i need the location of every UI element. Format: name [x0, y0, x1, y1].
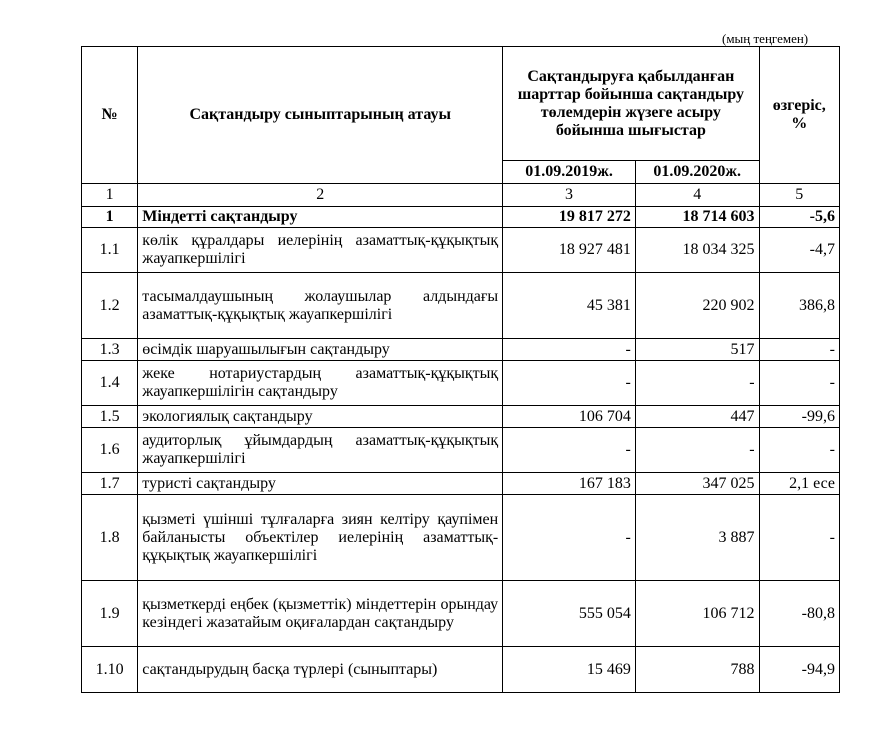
row-name: сақтандырудың басқа түрлері (сыныптары) [138, 647, 503, 693]
unit-note: (мың теңгемен) [722, 31, 809, 46]
table-row [82, 361, 840, 406]
row-value-2019: 555 054 [503, 581, 636, 647]
table-row [82, 647, 840, 693]
row-value-2019: 106 704 [503, 406, 636, 428]
row-value-2019: - [503, 361, 636, 406]
table-row [82, 473, 840, 495]
row-change: -4,7 [759, 228, 839, 273]
row-change: - [759, 361, 839, 406]
table-row [82, 339, 840, 361]
row-value-2020: 106 712 [635, 581, 759, 647]
header-change: өзгеріс, % [759, 47, 839, 184]
table-row [82, 406, 840, 428]
row-num: 1.9 [82, 581, 138, 647]
row-num: 1.4 [82, 361, 138, 406]
row-change: 2,1 есе [759, 473, 839, 495]
table-row [82, 273, 840, 339]
row-value-2020: - [635, 428, 759, 473]
col-index: 4 [635, 184, 759, 207]
row-value-2020: 3 887 [635, 495, 759, 581]
col-index: 5 [759, 184, 839, 207]
row-value-2020: 18 714 603 [635, 207, 759, 228]
row-value-2019: 167 183 [503, 473, 636, 495]
row-num: 1 [82, 207, 138, 228]
row-value-2019: - [503, 339, 636, 361]
header-row-1 [82, 47, 840, 161]
table-row [82, 207, 840, 228]
insurance-payouts-table [81, 46, 840, 693]
row-value-2019: - [503, 495, 636, 581]
row-name: қызметкерді еңбек (қызметтік) міндеттерін орындау кезіндегі жазатайым оқиғалардан сақтандыру [138, 581, 503, 647]
row-name: туристі сақтандыру [138, 473, 503, 495]
table-row [82, 495, 840, 581]
col-index: 3 [503, 184, 636, 207]
row-num: 1.5 [82, 406, 138, 428]
row-name: экологиялық сақтандыру [138, 406, 503, 428]
row-value-2019: 18 927 481 [503, 228, 636, 273]
row-name: аудиторлық ұйымдардың азаматтық-құқықтық жауапкершілігі [138, 428, 503, 473]
row-value-2019: 15 469 [503, 647, 636, 693]
row-value-2019: 45 381 [503, 273, 636, 339]
row-value-2020: 347 025 [635, 473, 759, 495]
row-num: 1.6 [82, 428, 138, 473]
row-change: -80,8 [759, 581, 839, 647]
row-name: көлік құралдары иелерінің азаматтық-құқықтық жауапкершілігі [138, 228, 503, 273]
col-index: 2 [138, 184, 503, 207]
row-name: өсімдік шаруашылығын сақтандыру [138, 339, 503, 361]
row-value-2019: - [503, 428, 636, 473]
row-value-2020: 447 [635, 406, 759, 428]
row-num: 1.2 [82, 273, 138, 339]
row-change: -5,6 [759, 207, 839, 228]
row-num: 1.8 [82, 495, 138, 581]
row-change: 386,8 [759, 273, 839, 339]
row-change: - [759, 339, 839, 361]
row-num: 1.1 [82, 228, 138, 273]
row-name: жеке нотариустардың азаматтық-құқықтық жауапкершілігін сақтандыру [138, 361, 503, 406]
row-num: 1.3 [82, 339, 138, 361]
row-name: Міндетті сақтандыру [138, 207, 503, 228]
row-name: тасымалдаушының жолаушылар алдындағы азаматтық-құқықтық жауапкершілігі [138, 273, 503, 339]
table-row [82, 228, 840, 273]
row-value-2020: 220 902 [635, 273, 759, 339]
header-date-2019: 01.09.2019ж. [503, 161, 636, 184]
header-payouts: Сақтандыруға қабылданған шарттар бойынша сақтандыру төлемдерін жүзеге асыру бойынша шығыстар [503, 47, 759, 161]
header-name: Сақтандыру сыныптарының атауы [138, 47, 503, 184]
row-num: 1.7 [82, 473, 138, 495]
row-name: қызметі үшінші тұлғаларға зиян келтіру қаупімен байланысты объектілер иелерінің азаматтық-құқықтық жауапкершілігі [138, 495, 503, 581]
row-change: -99,6 [759, 406, 839, 428]
row-value-2019: 19 817 272 [503, 207, 636, 228]
row-change: - [759, 495, 839, 581]
row-change: -94,9 [759, 647, 839, 693]
table-row [82, 428, 840, 473]
row-value-2020: 517 [635, 339, 759, 361]
table-row [82, 581, 840, 647]
row-num: 1.10 [82, 647, 138, 693]
col-index: 1 [82, 184, 138, 207]
header-num: № [82, 47, 138, 184]
row-value-2020: - [635, 361, 759, 406]
row-value-2020: 788 [635, 647, 759, 693]
row-change: - [759, 428, 839, 473]
header-date-2020: 01.09.2020ж. [635, 161, 759, 184]
column-index-row [82, 184, 840, 207]
row-value-2020: 18 034 325 [635, 228, 759, 273]
